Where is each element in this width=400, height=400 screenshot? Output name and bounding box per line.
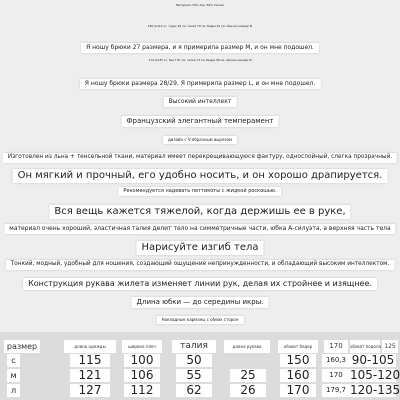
header-waist: талия — [172, 340, 216, 353]
material-line: Материал: 50% лен, 50% тенсел — [176, 3, 224, 7]
s-hip: 150 — [280, 354, 316, 367]
desc-waist-silhouette: материал очень хороший, эластичная талия делит тело на симметричные части, юбка А-силуэта, а верхняя часть тела — [4, 224, 395, 234]
desc-sleeve-design: Конструкция рукава жилета изменяет линии рук, делая их стройнее и изящнее. — [23, 278, 377, 290]
size-s-label: с — [7, 354, 20, 367]
desc-soft-durable: Он мягкий и прочный, его удобно носить, и он хорошо драпируется. — [13, 169, 388, 183]
desc-body-curve: Нарисуйте изгиб тела — [137, 241, 264, 255]
header-hip: обхват бедер — [278, 340, 318, 353]
header-shoulder: ширина плеч — [122, 340, 162, 353]
desc-comfort: Тонкий, модный, удобный для ношения, создающий ощущение непринужденности, и обладающий высоким интеллектом. — [6, 260, 395, 270]
header-height-170: 170 — [324, 340, 348, 353]
header-length: длина одежды — [64, 340, 116, 353]
desc-french-elegance: Французский элегантный темперамент — [121, 116, 278, 127]
l-height: 179,7 — [322, 384, 350, 397]
size-m-label: м — [7, 369, 20, 382]
m-hem: 105-120 — [350, 368, 400, 382]
model1-note: Я ношу брюки 27 размера, и я примерила размер M, и он мне подошел. — [81, 43, 319, 53]
m-height: 170 — [322, 369, 350, 382]
header-hem: обхват подола — [350, 340, 380, 353]
s-height: 160,3 — [322, 354, 350, 367]
model2-params: 174 м/135 кг, бюст 87 см, талия 74 см, бедра 98 см, обычно размер М — [148, 58, 252, 62]
header-size: размер — [4, 340, 40, 353]
header-125: 125 — [382, 340, 398, 353]
desc-petticoat: Рекомендуется надевать петтикоты с жидкой роскошью. — [118, 187, 281, 196]
model2-note: Я ношу брюки размера 28/29. Я примерила размер L, и он мне подошел. — [80, 79, 321, 89]
size-l-label: л — [7, 384, 20, 397]
l-hip: 170 — [280, 384, 316, 397]
l-hem: 120-135 — [350, 383, 400, 397]
m-length: 121 — [70, 369, 110, 382]
header-sleeve: длина рукава — [224, 340, 270, 353]
desc-v-neck: дизайн с V-образным вырезом — [163, 136, 237, 144]
m-sleeve: 25 — [230, 369, 266, 382]
l-waist: 62 — [176, 384, 212, 397]
s-waist: 50 — [176, 354, 212, 367]
l-sleeve: 26 — [230, 384, 266, 397]
desc-high-intellect: Высокий интеллект — [164, 97, 237, 107]
l-length: 127 — [70, 384, 110, 397]
m-hip: 160 — [280, 369, 316, 382]
s-hem: 90-105 — [351, 353, 395, 367]
m-waist: 55 — [176, 369, 212, 382]
m-bust: 106 — [124, 369, 160, 382]
model1-params: 160 м/112 кг, грудь 92 см, талия 70 см, бедра 91 см, обычно размер М — [147, 24, 253, 28]
desc-fabric: Изготовлен из льна + тенсельной ткани, материал имеет перекрещивающуюся фактуру, однослойный, слегка прозрачный. — [3, 153, 397, 163]
desc-heavy-feel: Вся вещь кажется тяжелой, когда держишь ее в руке, — [49, 205, 350, 219]
s-length: 115 — [70, 354, 110, 367]
desc-skirt-length: Длина юбки — до середины икры. — [132, 297, 269, 308]
desc-pockets: Накладные карманы с обеих сторон — [157, 316, 244, 324]
l-bust: 112 — [124, 384, 160, 397]
s-bust: 100 — [124, 354, 160, 367]
